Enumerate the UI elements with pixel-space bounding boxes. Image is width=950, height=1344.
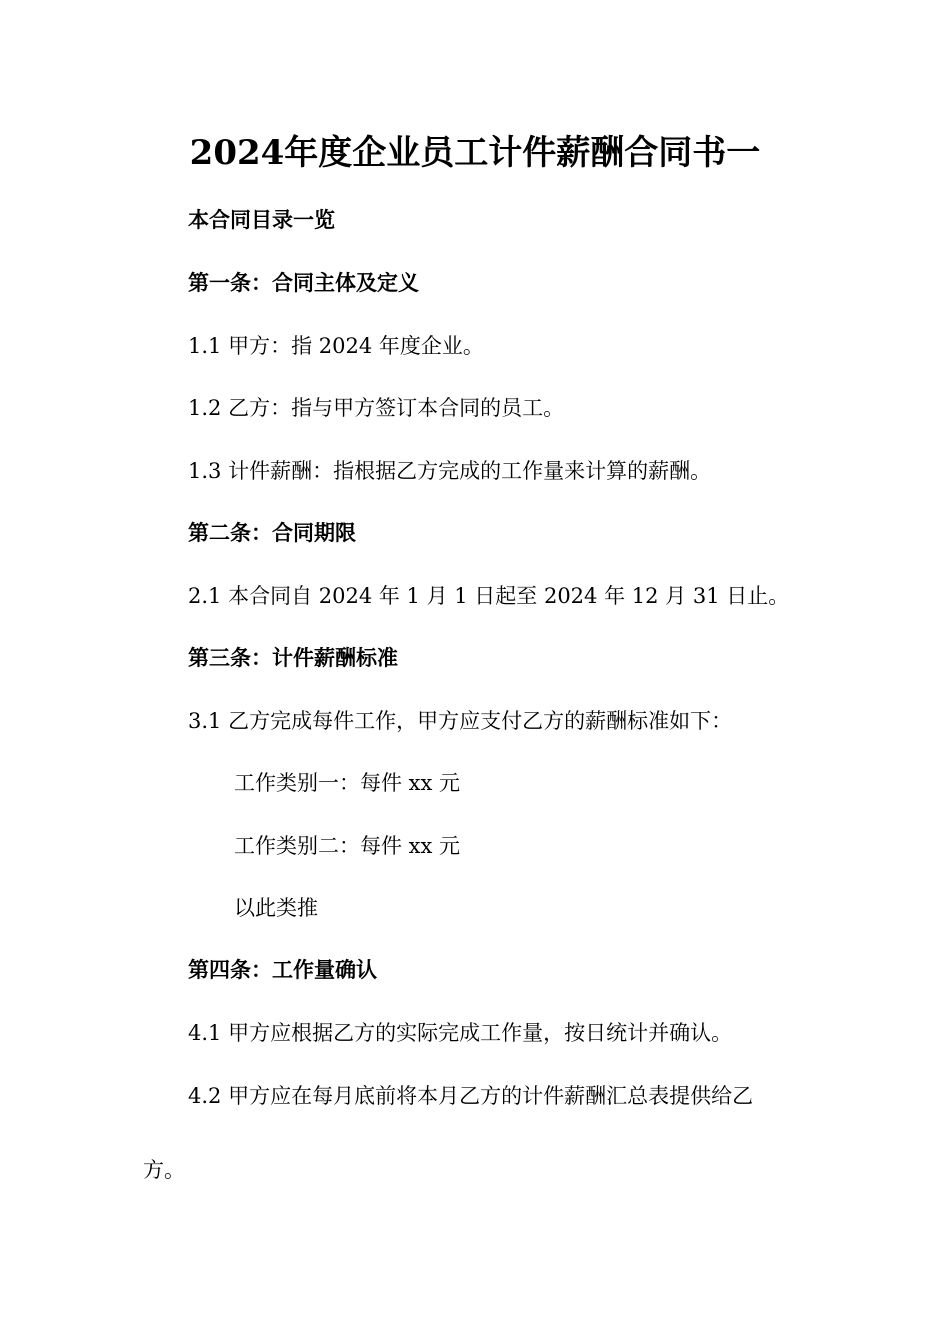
clause-2-1: 2.1 本合同自 2024 年 1 月 1 日起至 2024 年 12 月 31 日止。 (188, 584, 790, 608)
rate-item-etc: 以此类推 (234, 896, 318, 920)
clause-4-2: 4.2 甲方应在每月底前将本月乙方的计件薪酬汇总表提供给乙 (188, 1084, 754, 1108)
section-heading-1: 第一条：合同主体及定义 (188, 270, 419, 295)
clause-3-1: 3.1 乙方完成每件工作，甲方应支付乙方的薪酬标准如下： (188, 709, 733, 733)
document-title: 2024年度企业员工计件薪酬合同书一 (189, 133, 761, 173)
section-heading-2: 第二条：合同期限 (188, 520, 356, 545)
clause-4-2-continuation: 方。 (143, 1158, 185, 1182)
rate-item-2: 工作类别二：每件 xx 元 (234, 834, 461, 858)
rate-item-1: 工作类别一：每件 xx 元 (234, 771, 461, 795)
clause-4-1: 4.1 甲方应根据乙方的实际完成工作量，按日统计并确认。 (188, 1021, 733, 1045)
toc-heading: 本合同目录一览 (188, 207, 335, 232)
section-heading-3: 第三条：计件薪酬标准 (188, 645, 398, 670)
clause-1-2: 1.2 乙方：指与甲方签订本合同的员工。 (188, 396, 565, 420)
clause-1-3: 1.3 计件薪酬：指根据乙方完成的工作量来计算的薪酬。 (188, 459, 712, 483)
section-heading-4: 第四条：工作量确认 (188, 957, 377, 982)
clause-1-1: 1.1 甲方：指 2024 年度企业。 (188, 334, 484, 358)
